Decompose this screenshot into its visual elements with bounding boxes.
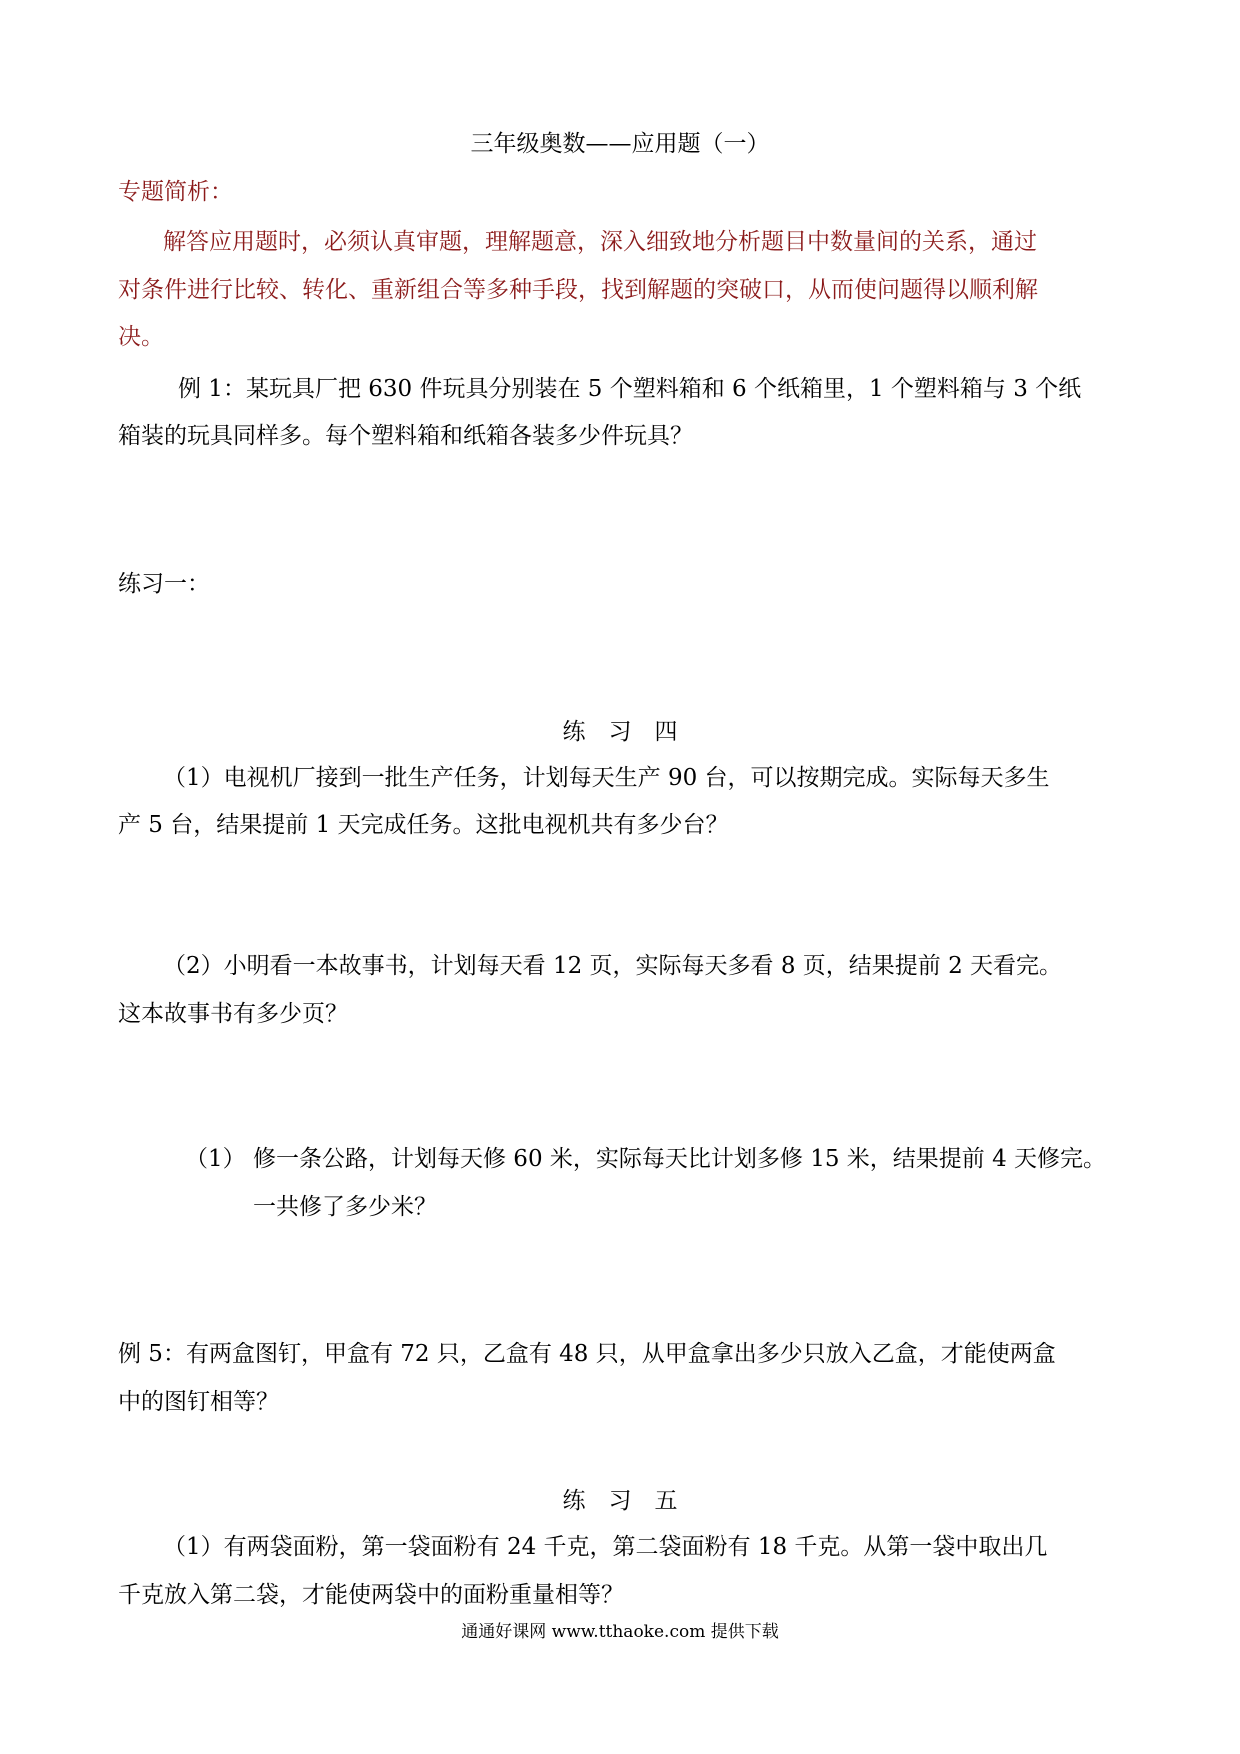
page-title: 三年级奥数——应用题（一） [470,131,770,157]
practice-5-q1-line-2: 千克放入第二袋，才能使两袋中的面粉重量相等？ [118,1582,624,1608]
practice-1-label: 练习一： [118,571,210,597]
example-5-line-2: 中的图钉相等？ [118,1389,279,1415]
example-5-line-1: 例 5：有两盒图钉，甲盒有 72 只，乙盒有 48 只，从甲盒拿出多少只放入乙盒，才能使两盒 [118,1341,1056,1367]
practice-4-q3-line-1: 修一条公路，计划每天修 60 米，实际每天比计划多修 15 米，结果提前 4 天修完。 [253,1146,1107,1172]
intro-line-2: 对条件进行比较、转化、重新组合等多种手段，找到解题的突破口，从而使问题得以顺利解 [118,277,1038,303]
practice-4-q3-line-2: 一共修了多少米？ [253,1194,437,1220]
practice-4-q3-number: （1） [185,1146,246,1172]
practice-4-q2-line-2: 这本故事书有多少页？ [118,1001,348,1027]
practice-4-q1-line-2: 产 5 台，结果提前 1 天完成任务。这批电视机共有多少台？ [118,812,729,838]
practice-5-heading: 练 习 五 [562,1488,678,1514]
page-footer: 通通好课网 www.tthaoke.com 提供下载 [461,1622,779,1642]
practice-4-q1-line-1: （1）电视机厂接到一批生产任务，计划每天生产 90 台，可以按期完成。实际每天多生 [163,765,1050,791]
intro-line-3: 决。 [118,324,164,350]
practice-4-q2-line-1: （2）小明看一本故事书，计划每天看 12 页，实际每天多看 8 页，结果提前 2 天看完。 [163,953,1063,979]
intro-heading: 专题简析： [118,179,233,205]
intro-line-1: 解答应用题时，必须认真审题，理解题意，深入细致地分析题目中数量间的关系，通过 [163,229,1037,255]
practice-5-q1-line-1: （1）有两袋面粉，第一袋面粉有 24 千克，第二袋面粉有 18 千克。从第一袋中取出几 [163,1534,1048,1560]
example-1-line-1: 例 1：某玩具厂把 630 件玩具分别装在 5 个塑料箱和 6 个纸箱里，1 个塑料箱与 3 个纸 [178,376,1082,402]
practice-4-heading: 练 习 四 [562,719,678,745]
example-1-line-2: 箱装的玩具同样多。每个塑料箱和纸箱各装多少件玩具？ [118,423,693,449]
